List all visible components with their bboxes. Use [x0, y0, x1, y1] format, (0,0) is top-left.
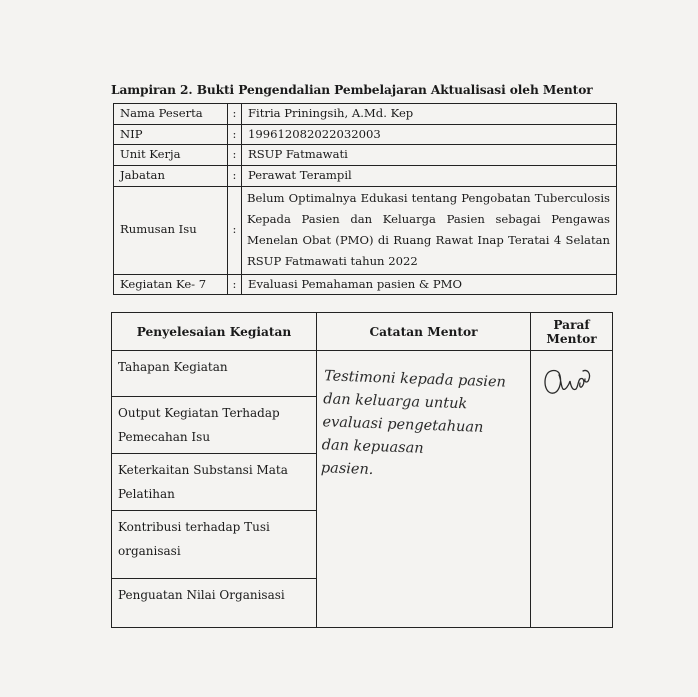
- label-kegiatan: Kegiatan Ke- 7: [114, 274, 228, 295]
- participant-info-table: [113, 103, 617, 295]
- stage-output: Output Kegiatan Terhadap Pemecahan Isu: [112, 397, 317, 454]
- row-jabatan: [114, 165, 617, 186]
- header-catatan: Catatan Mentor: [316, 313, 530, 351]
- value-nip: 199612082022032003: [242, 124, 617, 145]
- label-rumusan-isu: Rumusan Isu: [114, 186, 228, 274]
- value-unit-kerja: RSUP Fatmawati: [242, 145, 617, 166]
- label-nama: Nama Peserta: [114, 104, 228, 125]
- row-nip: [114, 124, 617, 145]
- colon: :: [228, 165, 242, 186]
- stage-penguatan: Penguatan Nilai Organisasi: [112, 579, 317, 628]
- stage-tahapan: Tahapan Kegiatan: [112, 351, 317, 397]
- mentor-signature: [539, 363, 609, 403]
- mentor-handwritten-note: Testimoni kepada pasien dan keluarga untuk evaluasi pengetahuan dan kepuasan pasien.: [320, 368, 507, 479]
- value-rumusan-isu: Belum Optimalnya Edukasi tentang Pengobatan Tuberculosis Kepada Pasien dan Keluarga Pasien sebagai Pengawas Menelan Obat (PMO) di Ruang Rawat Inap Teratai 4 Selatan RSUP Fatmawati tahun 2022: [242, 186, 617, 274]
- header-row: [112, 313, 613, 351]
- activity-table: [111, 312, 613, 628]
- value-jabatan: Perawat Terampil: [242, 165, 617, 186]
- header-penyelesaian: Penyelesaian Kegiatan: [112, 313, 317, 351]
- row-unit-kerja: [114, 145, 617, 166]
- colon: :: [228, 145, 242, 166]
- row-nama: [114, 104, 617, 125]
- colon: :: [228, 104, 242, 125]
- row-rumusan-isu: [114, 186, 617, 274]
- label-jabatan: Jabatan: [114, 165, 228, 186]
- mentor-signature-cell: [531, 351, 613, 628]
- stage-kontribusi: Kontribusi terhadap Tusi organisasi: [112, 511, 317, 579]
- row-kegiatan: [114, 274, 617, 295]
- label-unit-kerja: Unit Kerja: [114, 145, 228, 166]
- colon: :: [228, 124, 242, 145]
- page-title: Lampiran 2. Bukti Pengendalian Pembelajaran Aktualisasi oleh Mentor: [111, 83, 593, 97]
- stage-row: [112, 351, 613, 397]
- stage-keterkaitan: Keterkaitan Substansi Mata Pelatihan: [112, 454, 317, 511]
- colon: :: [228, 186, 242, 274]
- colon: :: [228, 274, 242, 295]
- header-paraf: Paraf Mentor: [531, 313, 613, 351]
- label-nip: NIP: [114, 124, 228, 145]
- mentor-note-cell: [316, 351, 530, 628]
- value-kegiatan: Evaluasi Pemahaman pasien & PMO: [242, 274, 617, 295]
- value-nama: Fitria Priningsih, A.Md. Kep: [242, 104, 617, 125]
